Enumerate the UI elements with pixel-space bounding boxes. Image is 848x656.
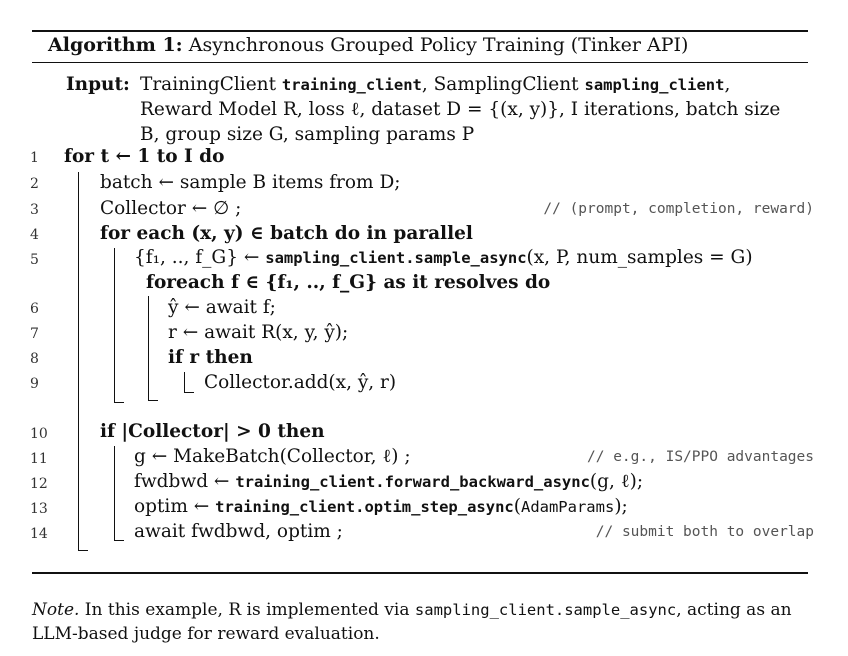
line-number: 7 bbox=[30, 326, 39, 342]
code-line: batch ← sample B items from D; bbox=[100, 172, 401, 193]
code-text: fwdbwd ← bbox=[134, 471, 236, 492]
input-line-1 bbox=[140, 72, 730, 98]
note-label: Note. bbox=[32, 600, 80, 620]
code-line: await fwdbwd, optim ; bbox=[134, 521, 343, 542]
line-number: 9 bbox=[30, 376, 39, 392]
block-end bbox=[114, 402, 124, 403]
code-text: (x, P, num_samples = G) bbox=[526, 247, 753, 268]
code-text: ); bbox=[614, 496, 628, 517]
block-bar bbox=[78, 172, 79, 550]
line-number: 3 bbox=[30, 202, 39, 218]
algorithm-label: Algorithm 1: bbox=[48, 34, 183, 56]
line-number: 12 bbox=[30, 476, 48, 492]
code-line: if |Collector| > 0 then bbox=[100, 421, 325, 442]
code-line: Collector ← ∅ ; bbox=[100, 198, 242, 219]
code-line: r ← await R(x, y, ŷ); bbox=[168, 322, 349, 343]
code-text: {f₁, .., f_G} ← bbox=[134, 247, 266, 268]
bottom-rule bbox=[32, 572, 808, 574]
block-end bbox=[114, 540, 124, 541]
code-text: optim ← bbox=[134, 496, 216, 517]
code-call: training_client.optim_step_async bbox=[215, 498, 514, 516]
input-code: sampling_client bbox=[584, 76, 725, 94]
block-bar bbox=[148, 296, 149, 400]
input-text: TrainingClient bbox=[140, 74, 282, 95]
block-end bbox=[148, 400, 158, 401]
input-label: Input: bbox=[66, 74, 130, 95]
input-code: training_client bbox=[281, 76, 422, 94]
code-line: g ← MakeBatch(Collector, ℓ) ; bbox=[134, 446, 411, 467]
algorithm-title: Asynchronous Grouped Policy Training (Tinker API) bbox=[188, 34, 689, 56]
line-number: 5 bbox=[30, 252, 39, 268]
note-text: In this example, R is implemented via bbox=[79, 600, 415, 620]
algorithm-caption bbox=[48, 34, 688, 56]
code-line: if r then bbox=[168, 347, 253, 368]
code-line: for each (x, y) ∈ batch do in parallel bbox=[100, 223, 473, 244]
code-text: ( bbox=[513, 496, 521, 517]
input-line-3: B, group size G, sampling params P bbox=[140, 124, 475, 145]
code-call: training_client.forward_backward_async bbox=[235, 473, 590, 491]
code-call: sampling_client.sample_async bbox=[265, 249, 527, 267]
block-end bbox=[78, 550, 88, 551]
line-number: 13 bbox=[30, 501, 48, 517]
note-text: , acting as an LLM-based judge for reward evaluation. bbox=[32, 600, 792, 644]
caption-rule bbox=[32, 62, 808, 63]
line-number: 4 bbox=[30, 227, 39, 243]
comment: // submit both to overlap bbox=[595, 524, 814, 540]
block-bar bbox=[114, 446, 115, 540]
code-text: (g, ℓ); bbox=[589, 471, 644, 492]
line-number: 14 bbox=[30, 526, 48, 542]
code-line: foreach f ∈ {f₁, .., f_G} as it resolves do bbox=[146, 272, 551, 293]
code-line: for t ← 1 to I do bbox=[64, 146, 225, 167]
comment: // (prompt, completion, reward) bbox=[543, 201, 814, 217]
line-number: 6 bbox=[30, 301, 39, 317]
code-line bbox=[134, 496, 628, 517]
code-line bbox=[134, 471, 643, 493]
block-bar bbox=[184, 372, 185, 392]
line-number: 2 bbox=[30, 176, 39, 192]
line-number: 1 bbox=[30, 150, 39, 166]
block-end bbox=[184, 392, 194, 393]
note-code: sampling_client.sample_async bbox=[414, 601, 677, 619]
code-line: ŷ ← await f; bbox=[168, 297, 276, 318]
block-bar bbox=[114, 248, 115, 402]
line-number: 8 bbox=[30, 351, 39, 367]
code-line: Collector.add(x, ŷ, r) bbox=[204, 372, 397, 393]
input-line-2: Reward Model R, loss ℓ, dataset D = {(x, y)}, I iterations, batch size bbox=[140, 99, 781, 120]
input-text: , SamplingClient bbox=[421, 74, 585, 95]
line-number: 10 bbox=[30, 426, 48, 442]
top-rule bbox=[32, 30, 808, 32]
code-line bbox=[134, 247, 753, 268]
input-text: , bbox=[724, 74, 731, 95]
code-arg: AdamParams bbox=[520, 498, 615, 516]
comment: // e.g., IS/PPO advantages bbox=[587, 449, 814, 465]
line-number: 11 bbox=[30, 451, 48, 467]
footnote bbox=[32, 598, 812, 646]
